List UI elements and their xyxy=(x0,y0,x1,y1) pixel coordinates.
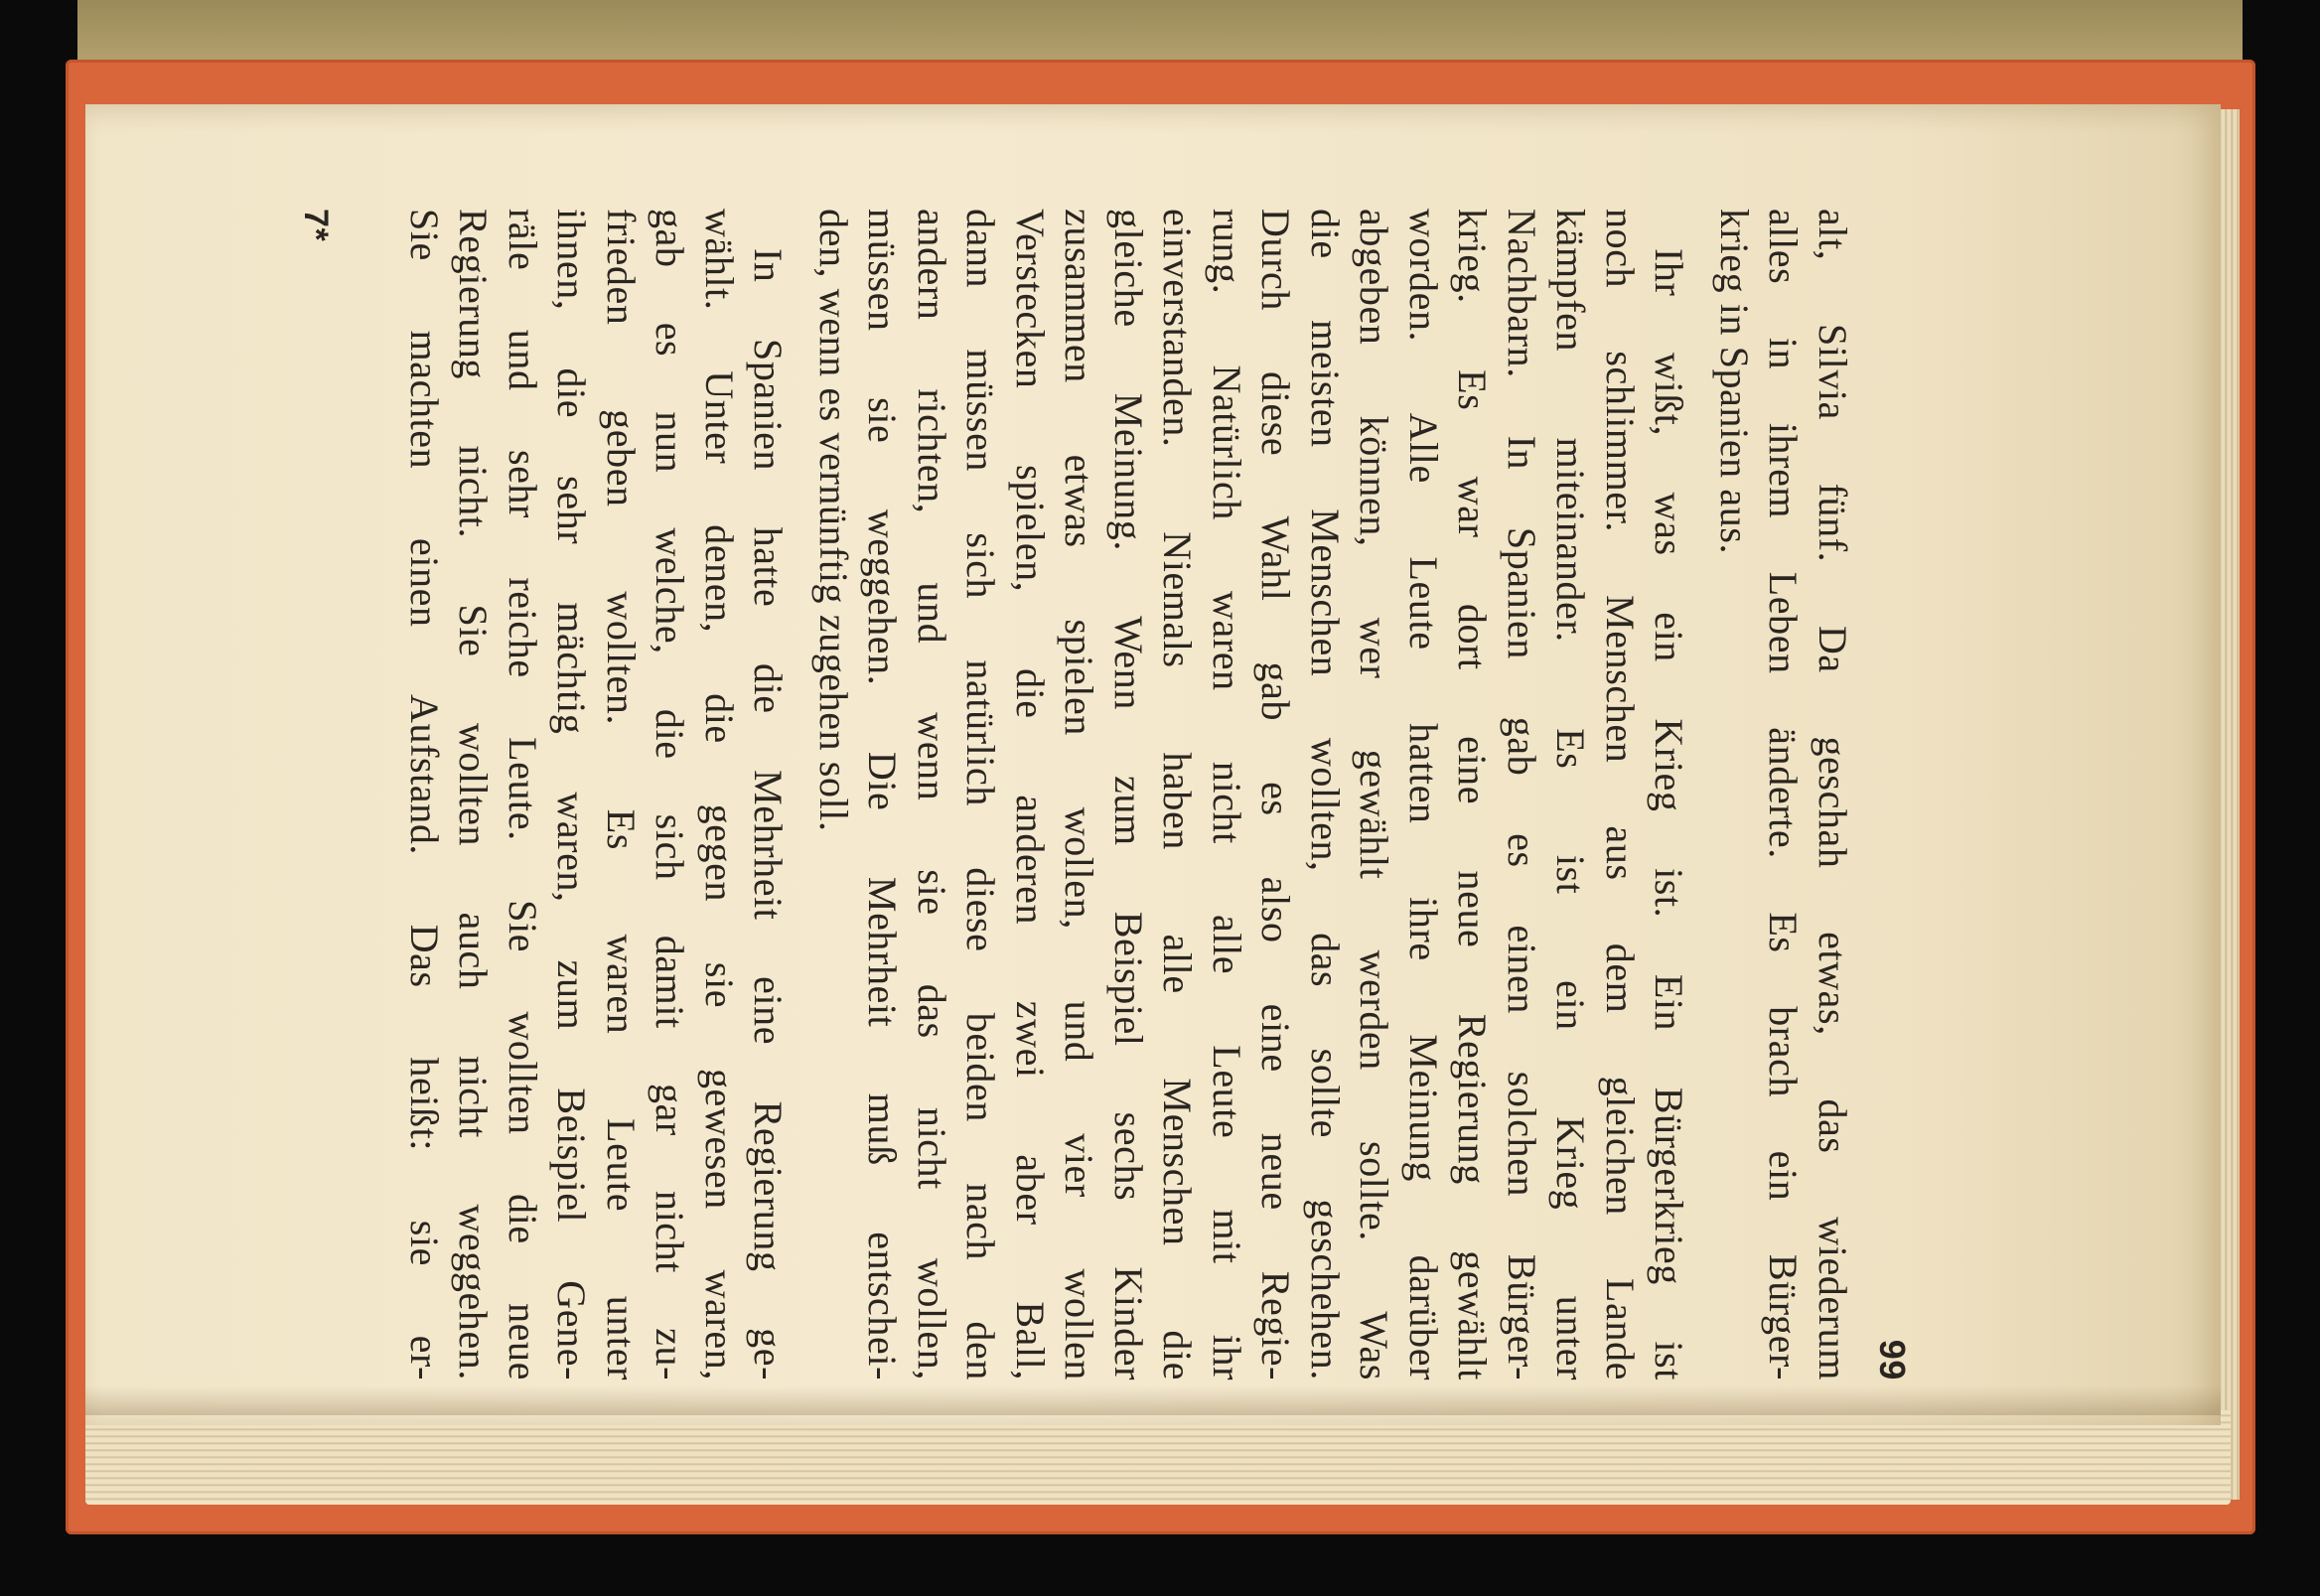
text-line: dann müssen sich natürlich diese beiden nach den xyxy=(958,209,1004,1380)
text-line: Nachbarn. In Spanien gab es einen solchen Bürger- xyxy=(1500,209,1544,1380)
text-line: gab es nun welche, die sich damit gar nicht zu- xyxy=(648,209,693,1380)
text-line: gleiche Meinung. Wenn zum Beispiel sechs Kinder xyxy=(1106,209,1151,1380)
text-line: Regierung nicht. Sie wollten auch nicht weggehen. xyxy=(451,209,497,1380)
text-line: frieden geben wollten. Es waren Leute unter xyxy=(599,209,644,1380)
page-footer xyxy=(291,209,341,1380)
text-line: rung. Natürlich waren nicht alle Leute mit ihr xyxy=(1205,209,1249,1380)
text-line: den, wenn es vernünftig zugehen soll. xyxy=(811,209,856,832)
paragraph-3 xyxy=(400,209,794,1380)
text-line: räle und sehr reiche Leute. Sie wollten die neue xyxy=(501,209,545,1380)
paragraph-1 xyxy=(1710,209,1858,1380)
text-line: Verstecken spielen, die anderen zwei aber Ball, xyxy=(1008,209,1053,1380)
text-line: In Spanien hatte die Mehrheit eine Regierung ge- xyxy=(746,248,792,1380)
text-line: Sie machten einen Aufstand. Das heißt: sie er- xyxy=(402,209,447,1380)
signature-mark: 7* xyxy=(297,209,336,242)
text-line: noch schlimmer. Menschen aus dem gleichen Lande xyxy=(1598,209,1643,1380)
text-line: krieg in Spanien aus. xyxy=(1712,209,1757,555)
text-line: die meisten Menschen wollten, das sollte geschehen. xyxy=(1303,209,1348,1380)
paragraph-2 xyxy=(809,209,1694,1380)
text-line: ihnen, die sehr mächtig waren, zum Beispiel Gene- xyxy=(549,209,595,1380)
text-line: abgeben können, wer gewählt werden sollte. Was xyxy=(1352,209,1397,1380)
text-line: worden. Alle Leute hatten ihre Meinung darüber xyxy=(1401,209,1446,1380)
text-line: wählt. Unter denen, die gegen sie gewesen waren, xyxy=(697,209,742,1380)
gutter-shadow xyxy=(85,1385,2221,1415)
page-header xyxy=(1857,209,1917,1380)
text-line: einverstanden. Niemals haben alle Menschen die xyxy=(1155,209,1201,1380)
text-line: Durch diese Wahl gab es also eine neue Regie- xyxy=(1253,209,1299,1380)
text-line: alt, Silvia fünf. Da geschah etwas, das wiederum xyxy=(1811,209,1855,1380)
text-line: zusammen etwas spielen wollen, und vier wollen xyxy=(1057,209,1102,1380)
text-line: krieg. Es war dort eine neue Regierung gewählt xyxy=(1450,209,1496,1380)
text-line: müssen sie weggehen. Die Mehrheit muß entschei- xyxy=(860,209,906,1380)
text-line: Ihr wißt, was ein Krieg ist. Ein Bürgerkrieg ist xyxy=(1647,248,1692,1380)
text-line: alles in ihrem Leben änderte. Es brach ein Bürger- xyxy=(1761,209,1807,1380)
page-text-block xyxy=(297,209,1917,1380)
page-number: 99 xyxy=(1872,1339,1913,1380)
text-line: kämpfen miteinander. Es ist ein Krieg unter xyxy=(1548,209,1594,1380)
text-line: andern richten, und wenn sie das nicht wollen, xyxy=(910,209,954,1380)
